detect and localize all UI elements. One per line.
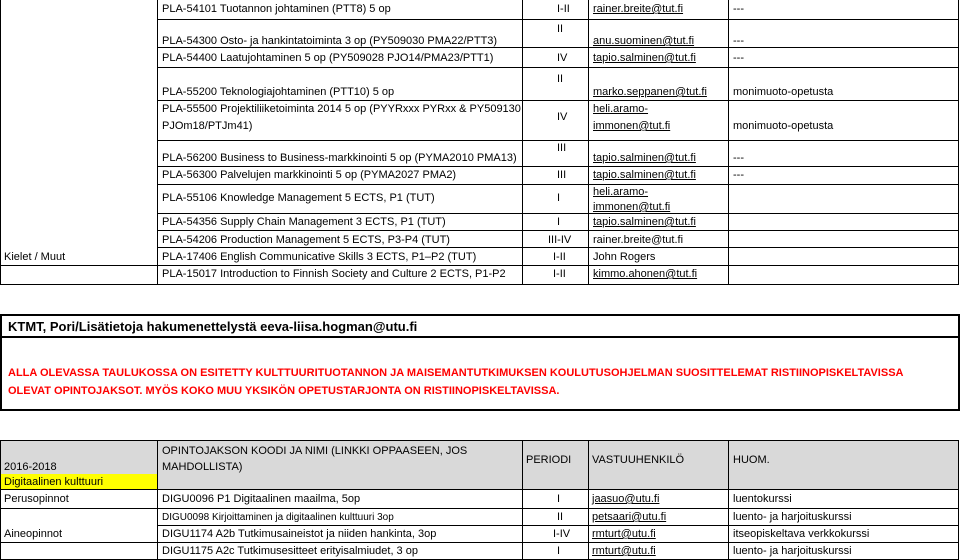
- contact-email[interactable]: marko.seppanen@tut.fi: [593, 86, 707, 98]
- contact-name: John Rogers: [593, 251, 656, 263]
- course-name: PLA-54356 Supply Chain Management 3 ECTS, P1 (TUT): [162, 216, 446, 228]
- notice-line-1: ALLA OLEVASSA TAULUKOSSA ON ESITETTY KULTTUURITUOTANNON JA MAISEMANTUTKIMUKSEN KOULUTUSOHJELMAN SUOSITTELEMAT RISTIINOPISKELTAVISSA: [8, 367, 904, 379]
- course-note: ---: [733, 35, 744, 47]
- contact-email[interactable]: tapio.salminen@tut.fi: [593, 152, 696, 164]
- contact-email[interactable]: kimmo.ahonen@tut.fi: [593, 268, 698, 280]
- contact-email[interactable]: tapio.salminen@tut.fi: [593, 216, 696, 228]
- contact-email[interactable]: anu.suominen@tut.fi: [593, 35, 695, 47]
- contact-email[interactable]: jaasuo@utu.fi: [592, 493, 660, 505]
- contact-email-line2[interactable]: immonen@tut.fi: [593, 120, 671, 132]
- course-name: PLA-17406 English Communicative Skills 3 ECTS, P1–P2 (TUT): [162, 251, 477, 263]
- course-note: itseopiskeltava verkkokurssi: [733, 528, 870, 540]
- course-period: IV: [557, 111, 568, 123]
- course-name: PLA-55200 Teknologiajohtaminen (PTT10) 5 op: [162, 86, 395, 98]
- category-label: Aineopinnot: [4, 528, 63, 540]
- course-name: DIGU1175 A2c Tutkimusesitteet erityisalmiudet, 3 op: [162, 545, 418, 557]
- course-period: II: [557, 73, 564, 85]
- contact-email-line2[interactable]: immonen@tut.fi: [593, 201, 671, 213]
- course-note: luento- ja harjoituskurssi: [733, 511, 852, 523]
- course-period: II: [557, 511, 564, 523]
- course-period: I-II: [557, 3, 570, 15]
- notice-box: [0, 338, 960, 411]
- contact-email[interactable]: tapio.salminen@tut.fi: [593, 169, 696, 181]
- course-period: I: [557, 493, 561, 505]
- col-period-header: PERIODI: [526, 454, 572, 466]
- contact-heading-box: [0, 314, 960, 338]
- col-course-header-line2: MAHDOLLISTA): [162, 461, 243, 473]
- course-name: PLA-15017 Introduction to Finnish Society and Culture 2 ECTS, P1-P2: [162, 268, 506, 280]
- course-period: I: [557, 216, 561, 228]
- course-period: I: [557, 192, 561, 204]
- contact-email-line1[interactable]: heli.aramo-: [593, 103, 649, 115]
- course-name: PLA-56300 Palvelujen markkinointi 5 op (PYMA2027 PMA2): [162, 169, 457, 181]
- course-name-line2: PJOm18/PTJm41): [162, 120, 253, 132]
- course-note: monimuoto-opetusta: [733, 86, 834, 98]
- course-note: luentokurssi: [733, 493, 792, 505]
- course-name: DIGU1174 A2b Tutkimusaineistot ja niiden hankinta, 3op: [162, 528, 437, 540]
- course-name: PLA-54206 Production Management 5 ECTS, P3-P4 (TUT): [162, 234, 450, 246]
- course-period: I-II: [553, 251, 566, 263]
- contact-heading: KTMT, Pori/Lisätietoja hakumenettelystä eeva-liisa.hogman@utu.fi: [8, 319, 418, 334]
- course-note: monimuoto-opetusta: [733, 120, 834, 132]
- course-period: III: [557, 169, 567, 181]
- course-period: I-IV: [553, 528, 571, 540]
- course-note: luento- ja harjoituskurssi: [733, 545, 852, 557]
- category-label: Perusopinnot: [4, 493, 69, 505]
- category-label: Kielet / Muut: [4, 251, 66, 263]
- contact-email[interactable]: tapio.salminen@tut.fi: [593, 52, 696, 64]
- year-range: 2016-2018: [4, 461, 57, 473]
- course-note: ---: [733, 52, 744, 64]
- course-period: II: [557, 23, 564, 35]
- contact-email[interactable]: rmturt@utu.fi: [592, 545, 656, 557]
- course-name-line1: PLA-55500 Projektiliiketoiminta 2014 5 op (PYYRxxx PYRxx & PY509130: [162, 103, 521, 115]
- course-name: PLA-54101 Tuotannon johtaminen (PTT8) 5 op: [162, 3, 391, 15]
- course-note: ---: [733, 169, 744, 181]
- course-name: PLA-54300 Osto- ja hankintatoiminta 3 op (PY509030 PMA22/PTT3): [162, 35, 498, 47]
- course-period: I-II: [553, 268, 566, 280]
- notice-line-2: OLEVAT OPINTOJAKSOT. MYÖS KOKO MUU YKSIKÖN OPETUSTARJONTA ON RISTIINOPISKELTAVISSA.: [8, 385, 560, 397]
- course-period: I: [557, 545, 561, 557]
- contact-email[interactable]: rainer.breite@tut.fi: [593, 234, 684, 246]
- course-period: III: [557, 142, 567, 154]
- course-name: PLA-56200 Business to Business-markkinointi 5 op (PYMA2010 PMA13): [162, 152, 517, 164]
- col-contact-header: VASTUUHENKILÖ: [592, 454, 685, 466]
- unit-name: Digitaalinen kulttuuri: [4, 476, 104, 488]
- course-name: PLA-55106 Knowledge Management 5 ECTS, P1 (TUT): [162, 192, 435, 204]
- course-name: PLA-54400 Laatujohtaminen 5 op (PY509028 PJO14/PMA23/PTT1): [162, 52, 494, 64]
- col-course-header-line1: OPINTOJAKSON KOODI JA NIMI (LINKKI OPPAASEEN, JOS: [162, 445, 468, 457]
- course-name: DIGU0096 P1 Digitaalinen maailma, 5op: [162, 493, 361, 505]
- contact-email-line1[interactable]: heli.aramo-: [593, 186, 649, 198]
- course-period: III-IV: [548, 234, 572, 246]
- course-note: ---: [733, 3, 744, 15]
- course-period: IV: [557, 52, 568, 64]
- course-name: DIGU0098 Kirjoittaminen ja digitaalinen kulttuuri 3op: [162, 512, 394, 523]
- contact-email[interactable]: rmturt@utu.fi: [592, 528, 656, 540]
- col-note-header: HUOM.: [733, 454, 770, 466]
- contact-email[interactable]: rainer.breite@tut.fi: [593, 3, 684, 15]
- contact-email[interactable]: petsaari@utu.fi: [592, 511, 667, 523]
- course-note: ---: [733, 152, 744, 164]
